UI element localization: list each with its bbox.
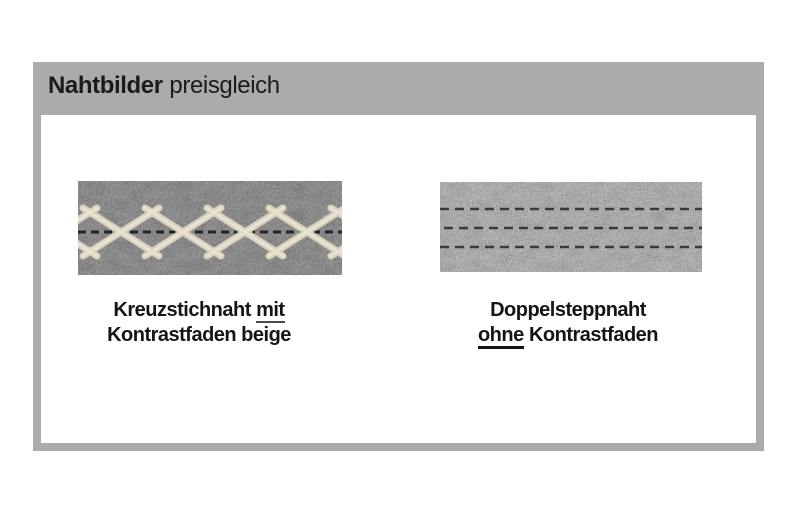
cross-stitch-caption-line1: [49, 298, 349, 323]
cross-stitch-caption-line2: Kontrastfaden beige: [107, 324, 291, 346]
cross-stitch-caption: [49, 298, 349, 348]
double-topstitch-caption-line2: [418, 323, 718, 348]
double-topstitch-seam-photo: [440, 182, 702, 272]
caption-underlined-word: mit: [256, 299, 285, 321]
cross-stitch-swatch: [78, 181, 342, 275]
caption-text: Kontrastfaden: [528, 324, 659, 346]
double-topstitch-caption-line1: Doppelsteppnaht: [490, 299, 646, 321]
nahtbilder-panel: [33, 62, 764, 451]
cross-stitch-seam-photo: [78, 181, 342, 275]
panel-title-bold: Nahtbilder: [48, 72, 163, 99]
panel-body: [41, 115, 756, 443]
caption-text: Kreuzstichnaht: [113, 299, 251, 321]
panel-title: [48, 72, 280, 100]
double-topstitch-caption: [418, 298, 718, 348]
caption-underlined-word: ohne: [478, 324, 524, 349]
double-topstitch-swatch: [440, 182, 702, 272]
panel-title-regular: preisgleich: [169, 72, 280, 99]
